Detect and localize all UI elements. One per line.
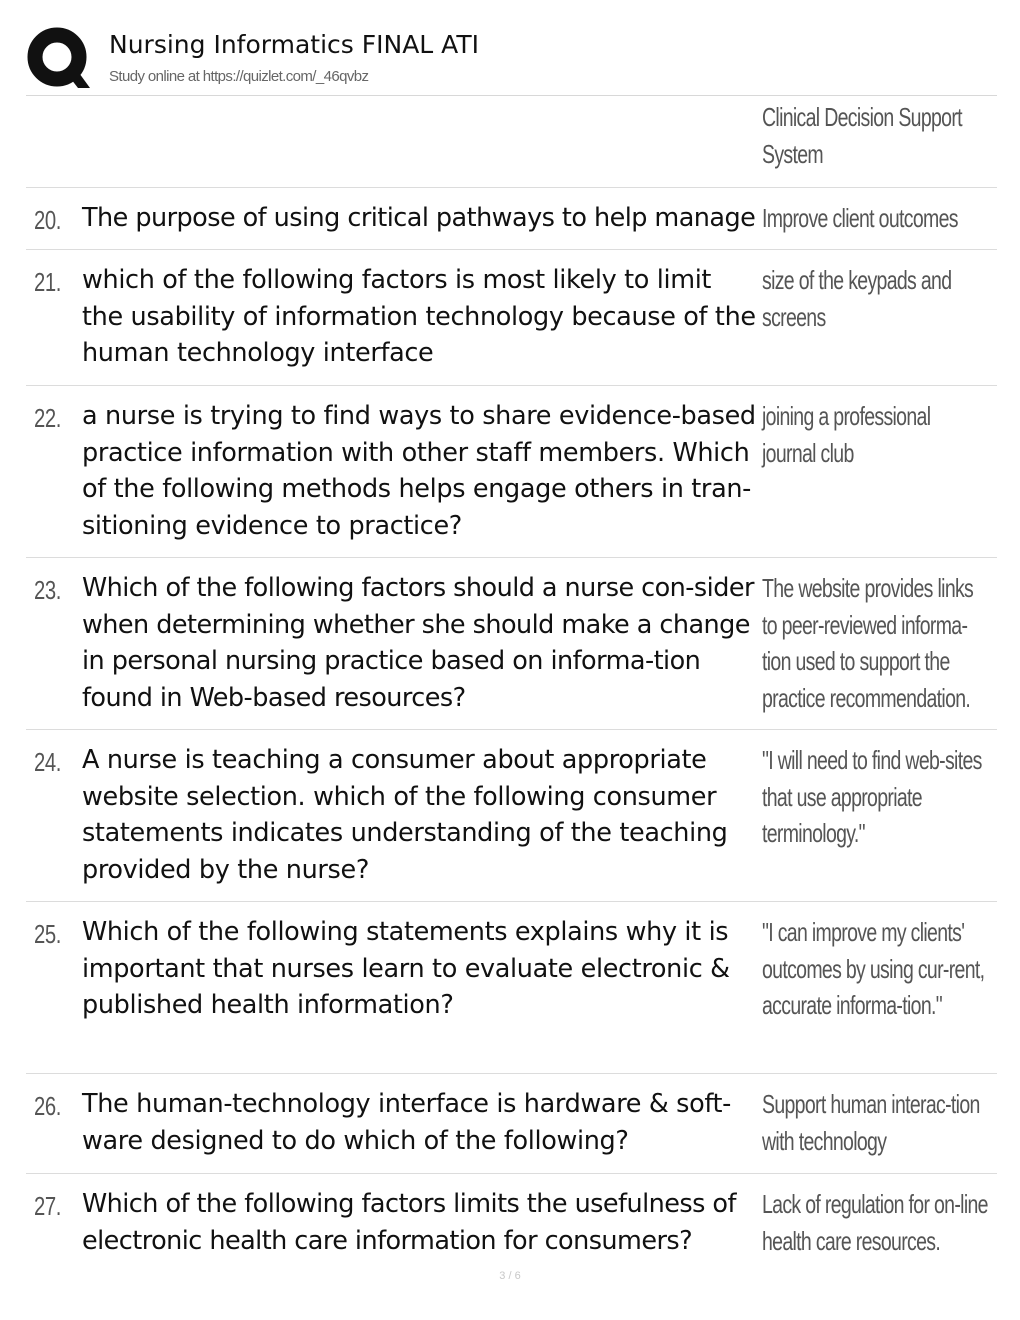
card-definition: "I can improve my clients' outcomes by using cur-rent, accurate informa-tion." (762, 917, 985, 1020)
card-term: Which of the following factors limits the usefulness of electronic health care information for consumers? (82, 1189, 736, 1256)
study-online-link[interactable]: Study online at https://quizlet.com/_46qvbz (109, 68, 369, 85)
flashcard-row (26, 1074, 997, 1174)
card-definition: Support human interac-tion with technology (762, 1089, 980, 1156)
card-number: 20. (34, 205, 62, 235)
flashcard-row (26, 558, 997, 730)
card-term: Which of the following statements explains why it is important that nurses learn to evaluate electronic & published health information? (82, 917, 730, 1020)
card-term: The human-technology interface is hardware & soft-ware designed to do which of the following? (82, 1089, 732, 1156)
card-number: 23. (34, 575, 62, 605)
flashcard-row (26, 902, 997, 1074)
card-term: The purpose of using critical pathways to help manage (82, 203, 756, 233)
flashcard-row (26, 250, 997, 386)
card-number: 26. (34, 1091, 62, 1121)
card-definition: size of the keypads and screens (762, 265, 952, 332)
flashcard-row (26, 188, 997, 250)
card-term: which of the following factors is most likely to limit the usability of information technology because of the human technology interface (82, 265, 756, 368)
card-number: 27. (34, 1191, 62, 1221)
card-term: A nurse is teaching a consumer about appropriate website selection. which of the following consumer statements indicates understanding of the teaching provided by the nurse? (82, 745, 728, 885)
card-number: 21. (34, 267, 62, 297)
card-definition: Clinical Decision Support System (762, 102, 962, 169)
header-divider (26, 95, 997, 96)
page-number: 3 / 6 (499, 1270, 521, 1282)
flashcard-row (26, 1174, 997, 1274)
card-definition: joining a professional journal club (762, 401, 931, 468)
quizlet-logo-icon (26, 26, 92, 92)
document-header (26, 24, 997, 96)
card-term: a nurse is trying to find ways to share evidence-based practice information with other staff members. Which of the following methods helps engage others in tran-sitioning evidence to practice? (82, 401, 756, 541)
card-term: Which of the following factors should a nurse con-sider when determining whether she should make a change in personal nursing practice based on informa-tion found in Web-based resources? (82, 573, 754, 713)
flashcard-row (26, 386, 997, 558)
card-definition: The website provides links to peer-reviewed informa-tion used to support the practice recommendation. (762, 573, 974, 713)
card-definition: Improve client outcomes (762, 203, 958, 233)
flashcard-row (26, 97, 997, 188)
document-title: Nursing Informatics FINAL ATI (109, 30, 479, 59)
card-number: 22. (34, 403, 62, 433)
card-definition: Lack of regulation for on-line health care resources. (762, 1189, 988, 1256)
flashcard-row (26, 730, 997, 902)
flashcard-list (26, 97, 997, 1274)
card-number: 24. (34, 747, 62, 777)
card-definition: "I will need to find web-sites that use appropriate terminology." (762, 745, 982, 848)
card-number: 25. (34, 919, 62, 949)
